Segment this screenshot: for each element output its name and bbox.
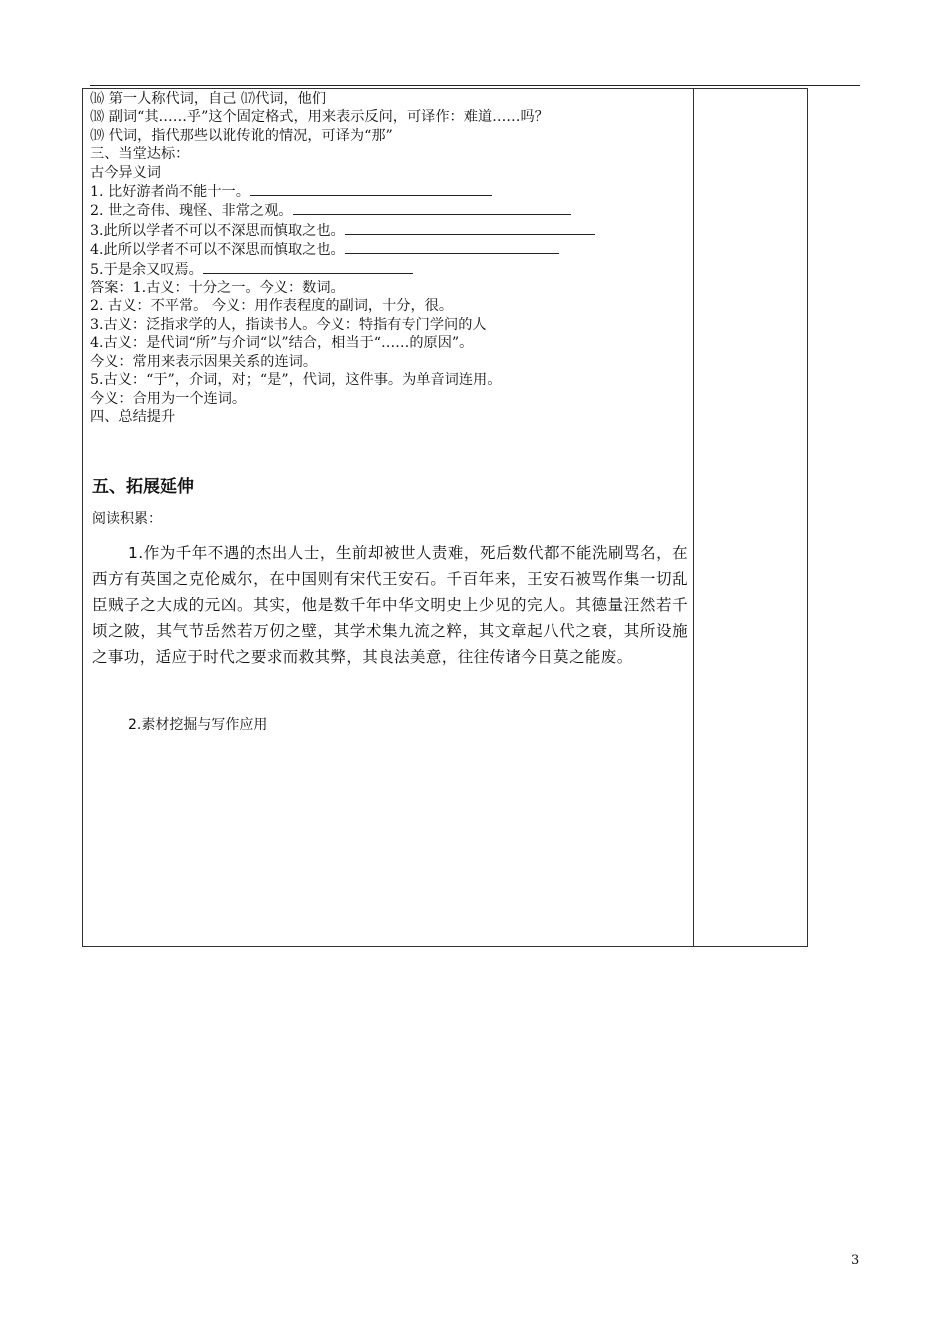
question-5 [90, 260, 688, 279]
question-1-text: 1. 比好游者尚不能十一。 [90, 184, 250, 201]
section-3-heading: 三、当堂达标： [90, 146, 190, 163]
question-4 [90, 240, 688, 259]
answer-line-2: 2. 古义：不平常。 今义：用作表程度的副词，十分，很。 [90, 298, 454, 315]
note-16-17: ⒃ 第一人称代词，自己 ⒄代词，他们 [90, 91, 327, 107]
reading-label: 阅读积累： [92, 511, 162, 527]
answer-blank-1 [250, 182, 492, 196]
question-4-text: 4.此所以学者不可以不深思而慎取之也。 [90, 242, 345, 259]
reading-paragraph: 1.作为千年不遇的杰出人士，生前却被世人责难，死后数代都不能洗刷骂名，在西方有英国之克伦威尔，在中国则有宋代王安石。千百年来，王安石被骂作集一切乱臣贼子之大成的元凶。其实，他是数千年中华文明史上少见的完人。其德量汪然若千顷之陂，其气节岳然若万仞之壁，其学术集九流之粹，其文章起八代之衰，其所设施之事功，适应于时代之要求而救其弊，其良法美意，往往传诸今日莫之能废。 [92, 544, 688, 666]
note-18: ⒅ 副词“其……乎”这个固定格式，用来表示反问，可译作：难道……吗？ [90, 109, 549, 126]
answer-blank-5 [203, 260, 413, 274]
header-rule [90, 85, 860, 86]
section-4-heading: 四、总结提升 [90, 408, 176, 425]
answer-blank-3 [345, 221, 595, 235]
answer-line-6: 5.古义：“于”，介词，对；“是”，代词，这件事。为单音词连用。 [90, 372, 502, 389]
writing-material-item: 2.素材挖掘与写作应用 [128, 717, 268, 733]
question-3 [90, 221, 688, 240]
note-19: ⒆ 代词，指代那些以讹传讹的情况，可译为“那” [90, 127, 393, 144]
column-divider [693, 88, 694, 947]
section-3-subheading: 古今异义词 [90, 164, 161, 181]
section-5-heading: 五、拓展延伸 [92, 477, 194, 497]
question-2 [90, 201, 688, 220]
answer-line-7: 今义：合用为一个连词。 [90, 390, 247, 407]
question-2-text: 2. 世之奇伟、瑰怪、非常之观。 [90, 203, 293, 220]
answer-line-1: 答案：1.古义：十分之一。今义：数词。 [90, 280, 345, 297]
answer-line-3: 3.古义：泛指求学的人，指读书人。今义：特指有专门学问的人 [90, 316, 487, 333]
answer-blank-4 [345, 240, 559, 254]
question-5-text: 5.于是余又叹焉。 [90, 261, 203, 278]
answer-line-4: 4.古义：是代词“所”与介词“以”结合，相当于“……的原因”。 [90, 335, 474, 352]
main-content [90, 90, 688, 426]
page-number: 3 [851, 1253, 860, 1268]
answer-line-5: 今义：常用来表示因果关系的连词。 [90, 353, 318, 370]
question-3-text: 3.此所以学者不可以不深思而慎取之也。 [90, 222, 345, 239]
question-1 [90, 182, 688, 201]
answer-blank-2 [293, 201, 571, 215]
